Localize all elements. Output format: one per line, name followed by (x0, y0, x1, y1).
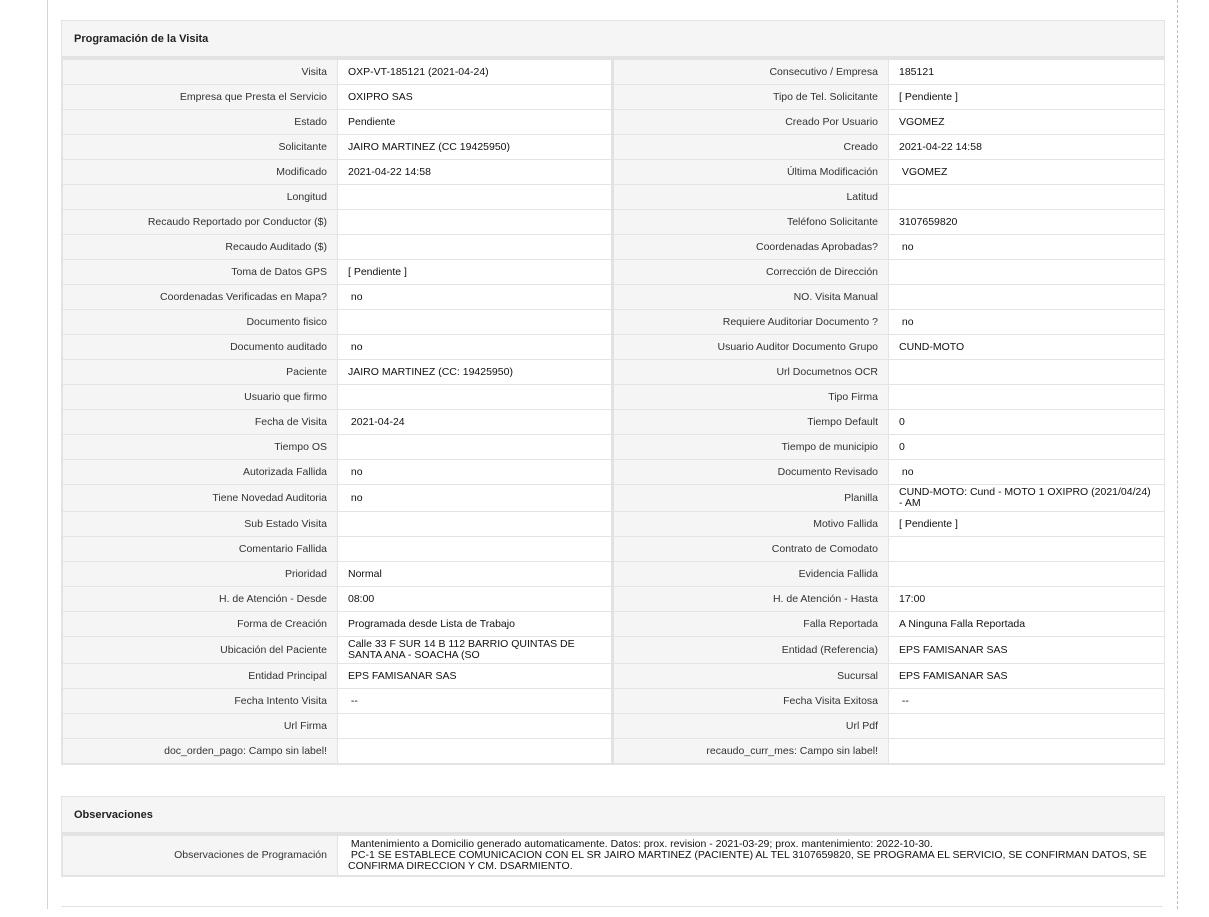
field-label: Visita (63, 60, 338, 85)
field-label: Evidencia Fallida (613, 562, 889, 587)
table-row (63, 110, 1165, 135)
field-label: Autorizada Fallida (63, 460, 338, 485)
field-label: Tipo Firma (613, 385, 889, 410)
table-row (63, 689, 1165, 714)
table-row (63, 435, 1165, 460)
field-value: EPS FAMISANAR SAS (338, 664, 613, 689)
field-label: Ubicación del Paciente (63, 637, 338, 664)
field-value (889, 714, 1165, 739)
field-label: Tiene Novedad Auditoria (63, 485, 338, 512)
observaciones-label: Observaciones de Programación (63, 836, 338, 876)
observaciones-title: Observaciones (62, 797, 1164, 835)
field-value (338, 235, 613, 260)
field-label: Tiempo Default (613, 410, 889, 435)
table-row (63, 335, 1165, 360)
observaciones-panel (61, 796, 1165, 877)
field-label: doc_orden_pago: Campo sin label! (63, 739, 338, 764)
field-label: Coordenadas Verificadas en Mapa? (63, 285, 338, 310)
field-value: 17:00 (889, 587, 1165, 612)
field-label: Tiempo OS (63, 435, 338, 460)
field-value: no (338, 485, 613, 512)
field-value: no (338, 335, 613, 360)
observaciones-table (62, 835, 1165, 876)
table-row (63, 612, 1165, 637)
field-value (889, 185, 1165, 210)
field-value: [ Pendiente ] (889, 512, 1165, 537)
field-label: NO. Visita Manual (613, 285, 889, 310)
field-value: 0 (889, 410, 1165, 435)
field-value (338, 739, 613, 764)
field-label: Recaudo Auditado ($) (63, 235, 338, 260)
table-row (63, 385, 1165, 410)
field-label: Estado (63, 110, 338, 135)
field-label: Toma de Datos GPS (63, 260, 338, 285)
field-label: Documento fisico (63, 310, 338, 335)
field-value (889, 260, 1165, 285)
field-value: JAIRO MARTINEZ (CC 19425950) (338, 135, 613, 160)
field-value: OXP-VT-185121 (2021-04-24) (338, 60, 613, 85)
field-value: [ Pendiente ] (338, 260, 613, 285)
field-value: A Ninguna Falla Reportada (889, 612, 1165, 637)
table-row (63, 637, 1165, 664)
field-label: Fecha Intento Visita (63, 689, 338, 714)
field-label: Comentario Fallida (63, 537, 338, 562)
field-label: Url Documetnos OCR (613, 360, 889, 385)
field-value (338, 385, 613, 410)
field-label: Latitud (613, 185, 889, 210)
field-label: Sub Estado Visita (63, 512, 338, 537)
field-label: Url Firma (63, 714, 338, 739)
field-value: OXIPRO SAS (338, 85, 613, 110)
table-row (63, 512, 1165, 537)
field-label: Creado Por Usuario (613, 110, 889, 135)
table-row (63, 160, 1165, 185)
field-value (338, 537, 613, 562)
field-value (338, 512, 613, 537)
field-value: 08:00 (338, 587, 613, 612)
field-label: Consecutivo / Empresa (613, 60, 889, 85)
table-row (63, 60, 1165, 85)
field-value (338, 435, 613, 460)
next-panel-edge (61, 906, 1163, 917)
field-value: CUND-MOTO (889, 335, 1165, 360)
field-value: no (338, 285, 613, 310)
field-value: CUND-MOTO: Cund - MOTO 1 OXIPRO (2021/04/24) - AM (889, 485, 1165, 512)
field-label: Creado (613, 135, 889, 160)
field-label: Url Pdf (613, 714, 889, 739)
field-label: Corrección de Dirección (613, 260, 889, 285)
field-value: VGOMEZ (889, 160, 1165, 185)
field-value: -- (889, 689, 1165, 714)
field-label: Sucursal (613, 664, 889, 689)
table-row (63, 85, 1165, 110)
field-value: 3107659820 (889, 210, 1165, 235)
table-row (63, 360, 1165, 385)
field-value (889, 562, 1165, 587)
field-label: Fecha de Visita (63, 410, 338, 435)
field-value: VGOMEZ (889, 110, 1165, 135)
table-row (63, 210, 1165, 235)
field-label: Falla Reportada (613, 612, 889, 637)
table-row (63, 714, 1165, 739)
field-label: Recaudo Reportado por Conductor ($) (63, 210, 338, 235)
field-value: EPS FAMISANAR SAS (889, 637, 1165, 664)
left-border-line (47, 0, 48, 909)
observaciones-value (338, 836, 1165, 876)
table-row (63, 235, 1165, 260)
field-value: no (889, 460, 1165, 485)
field-label: Entidad (Referencia) (613, 637, 889, 664)
table-row (63, 310, 1165, 335)
field-value: no (889, 235, 1165, 260)
programacion-table (62, 59, 1165, 764)
programacion-panel (61, 20, 1165, 765)
field-label: H. de Atención - Desde (63, 587, 338, 612)
field-label: Usuario Auditor Documento Grupo (613, 335, 889, 360)
field-value: JAIRO MARTINEZ (CC: 19425950) (338, 360, 613, 385)
field-value (338, 310, 613, 335)
field-label: Empresa que Presta el Servicio (63, 85, 338, 110)
table-row (63, 410, 1165, 435)
field-value: Programada desde Lista de Trabajo (338, 612, 613, 637)
field-label: Solicitante (63, 135, 338, 160)
field-value (889, 360, 1165, 385)
programacion-table-body (63, 60, 1165, 764)
field-label: Usuario que firmo (63, 385, 338, 410)
field-label: Documento auditado (63, 335, 338, 360)
table-row (63, 587, 1165, 612)
field-label: Forma de Creación (63, 612, 338, 637)
field-value: -- (338, 689, 613, 714)
observaciones-line: PC-1 SE ESTABLECE COMUNICACION CON EL SR JAIRO MARTINEZ (PACIENTE) AL TEL 3107659820, SE PROGRAMA EL SERVICIO, SE CONFIRMAN DATOS, SE CONFIRMA DIRECCION Y CM. DSARMIENTO. (348, 849, 1150, 872)
table-row (63, 664, 1165, 689)
field-value: [ Pendiente ] (889, 85, 1165, 110)
table-row (63, 739, 1165, 764)
field-value (889, 285, 1165, 310)
field-label: Documento Revisado (613, 460, 889, 485)
field-value (889, 385, 1165, 410)
field-label: Teléfono Solicitante (613, 210, 889, 235)
field-value: Calle 33 F SUR 14 B 112 BARRIO QUINTAS DE SANTA ANA - SOACHA (SO (338, 637, 613, 664)
field-label: Planilla (613, 485, 889, 512)
field-label: recaudo_curr_mes: Campo sin label! (613, 739, 889, 764)
field-label: Motivo Fallida (613, 512, 889, 537)
field-label: Longitud (63, 185, 338, 210)
field-value: EPS FAMISANAR SAS (889, 664, 1165, 689)
field-value (889, 537, 1165, 562)
field-value: 185121 (889, 60, 1165, 85)
field-value: no (338, 460, 613, 485)
field-value (338, 210, 613, 235)
field-label: Tiempo de municipio (613, 435, 889, 460)
table-row (63, 285, 1165, 310)
programacion-title: Programación de la Visita (62, 21, 1164, 59)
field-label: Tipo de Tel. Solicitante (613, 85, 889, 110)
field-value: Normal (338, 562, 613, 587)
field-label: Última Modificación (613, 160, 889, 185)
field-label: Prioridad (63, 562, 338, 587)
field-label: Requiere Auditoriar Documento ? (613, 310, 889, 335)
table-row (63, 836, 1165, 876)
field-label: Modificado (63, 160, 338, 185)
field-value (889, 739, 1165, 764)
field-value: 0 (889, 435, 1165, 460)
observaciones-line: Mantenimiento a Domicilio generado automaticamente. Datos: prox. revision - 2021-03-29; prox. mantenimiento: 2022-10-30. (348, 838, 933, 850)
table-row (63, 537, 1165, 562)
field-value: 2021-04-22 14:58 (889, 135, 1165, 160)
field-value: Pendiente (338, 110, 613, 135)
right-dashed-divider (1177, 0, 1178, 909)
field-value (338, 714, 613, 739)
field-label: Coordenadas Aprobadas? (613, 235, 889, 260)
field-label: Entidad Principal (63, 664, 338, 689)
table-row (63, 460, 1165, 485)
field-value: 2021-04-22 14:58 (338, 160, 613, 185)
table-row (63, 562, 1165, 587)
field-label: Fecha Visita Exitosa (613, 689, 889, 714)
field-value (338, 185, 613, 210)
table-row (63, 485, 1165, 512)
field-value: 2021-04-24 (338, 410, 613, 435)
field-label: Contrato de Comodato (613, 537, 889, 562)
field-label: H. de Atención - Hasta (613, 587, 889, 612)
field-label: Paciente (63, 360, 338, 385)
table-row (63, 135, 1165, 160)
table-row (63, 260, 1165, 285)
field-value: no (889, 310, 1165, 335)
table-row (63, 185, 1165, 210)
